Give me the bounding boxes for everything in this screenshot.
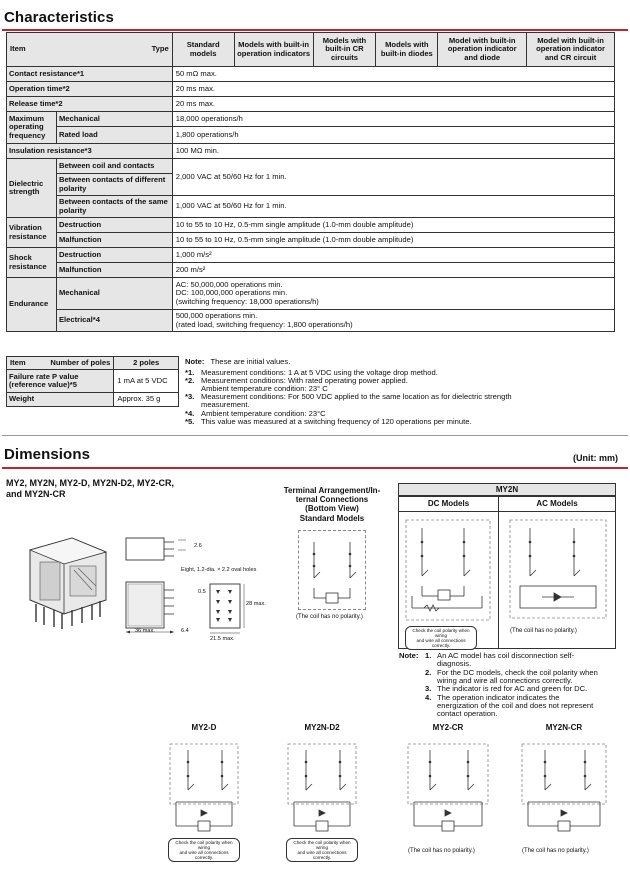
section-divider [2,435,628,436]
relay-photo [20,530,112,630]
row-max-freq-mechanical-value: 18,000 operations/h [172,112,614,127]
row-vibration-label: Vibration resistance [7,218,57,248]
dim-21-5: 21.5 max. [210,636,235,642]
bottom-polarity-l1: Check the coil polarity when wiring [175,840,233,851]
header-col-diodes: Models with built-in diodes [376,33,438,67]
dimensions-title: Dimensions [4,446,91,463]
bottom-diagram-drawing [282,740,362,836]
terminal-standard-diagram [300,532,364,608]
row-max-freq-rated: Rated load [56,127,172,144]
terminal-caption-l4: Standard Models [299,513,365,523]
poles-failure-value: 1 mA at 5 VDC [114,370,179,393]
row-release-time-label: Release time*2 [7,97,173,112]
my2n-ac-coil-no-polarity: (The coil has no polarity.) [510,628,577,634]
row-dielectric-sub3: Between contacts of the same polarity [56,196,172,218]
row-insulation-label: Insulation resistance*3 [7,144,173,159]
note-text: Ambient temperature condition: 23° C [201,384,328,393]
note-mark: *2. [185,376,195,385]
dim-note-line: The operation indicator indicates the [437,693,560,702]
row-dielectric-sub2: Between contacts of different polarity [56,174,172,196]
notes-intro-text: These are initial values. [210,357,291,366]
models-title [6,478,174,501]
my2n-polarity-l1: Check the coil polarity when wiring [412,628,470,639]
bottom-polarity-l1: Check the coil polarity when wiring [293,840,351,851]
poles-weight-value: Approx. 35 g [114,393,179,407]
terminal-caption-l3: (Bottom View) [305,504,359,514]
my2n-polarity-l2: and wire all connections correctly. [416,638,466,649]
bottom-diagram-title: MY2N-CR [545,723,583,732]
poles-item-label: Item [10,358,26,367]
title-rule [2,29,628,31]
dimensions-rule [2,467,628,469]
dim-note-line: An AC model has coil disconnection self- [437,651,575,660]
dim-6-4: 6.4 [181,628,189,634]
my2n-dc-diagram [402,516,494,624]
my2n-dc-polarity-note [405,626,477,650]
header-col-indicator-cr: Model with built-in operation indicator and CR circuit [527,33,615,67]
note-mark: *3. [185,392,195,401]
endurance-mech-line2: DC: 100,000,000 operations min. [175,288,288,298]
dimensions-unit: (Unit: mm) [573,453,618,463]
note-text: This value was measured at a switching frequency of 120 operations per minute. [201,417,472,426]
terminal-caption [276,486,388,523]
row-dielectric-val3: 1,000 VAC at 50/60 Hz for 1 min. [172,196,614,218]
row-shock-malfunction: Malfunction [56,263,172,278]
terminal-caption-l2: ternal Connections [295,495,369,505]
endurance-elec-line1: 500,000 operations min. [175,311,258,320]
row-insulation-value: 100 MΩ min. [172,144,614,159]
bottom-diagram-drawing [516,740,612,836]
bottom-polarity-note [168,838,240,862]
dim-0-5: 0.5 [198,589,206,595]
note-text: Measurement conditions: 1 A at 5 VDC using the voltage drop method. [201,368,438,377]
row-release-time-value: 20 ms max. [172,97,614,112]
row-vibration-destruction: Destruction [56,218,172,233]
row-max-freq-rated-value: 1,800 operations/h [172,127,614,144]
models-title-line2: and MY2N-CR [6,489,66,500]
standard-coil-no-polarity: (The coil has no polarity.) [296,614,363,620]
my2n-divider [498,511,499,649]
row-dielectric-label: Dielectric strength [7,159,57,218]
dim-note-line: wiring and wire all connections correctly. [437,676,573,685]
bottom-diagram-drawing [402,740,494,836]
row-vibration-malfunction-value: 10 to 55 to 10 Hz, 0.5-mm single amplitude (1.0-mm double amplitude) [172,233,614,248]
row-contact-resistance-label: Contact resistance*1 [7,67,173,82]
my2n-ac-models: AC Models [498,496,616,512]
row-endurance-mechanical-value [172,278,614,310]
bottom-diagram-title: MY2N-D2 [304,723,340,732]
row-dielectric-val12: 2,000 VAC at 50/60 Hz for 1 min. [172,159,614,196]
poles-number-label: Number of poles [50,358,111,367]
row-vibration-malfunction: Malfunction [56,233,172,248]
row-vibration-destruction-value: 10 to 55 to 10 Hz, 0.5-mm single amplitude (1.0-mm double amplitude) [172,218,614,233]
row-max-freq-label: Maximum operating frequency [7,112,57,144]
bottom-diagram-drawing [164,740,244,836]
dim-note-line: For the DC models, check the coil polarity when [437,668,598,677]
bottom-polarity-note [286,838,358,862]
note-mark: *1. [185,368,195,377]
row-operation-time-value: 20 ms max. [172,82,614,97]
note-text: measurement. [201,400,250,409]
dim-28: 28 max. [246,601,266,607]
bottom-coil-no-polarity: (The coil has no polarity.) [522,848,589,854]
header-col-standard: Standard models [172,33,234,67]
dim-note-mark: 4. [425,693,432,702]
terminal-caption-l1: Terminal Arrangement/In- [283,486,381,495]
dim-note-line: contact operation. [437,709,498,718]
row-endurance-label: Endurance [7,278,57,332]
header-col-indicators: Models with built-in operation indicators [234,33,313,67]
endurance-elec-line2: (rated load, switching frequency: 1,800 operations/h) [175,319,353,329]
bottom-diagram-title: MY2-D [191,723,217,732]
dim-note-mark: 3. [425,684,432,693]
row-operation-time-label: Operation time*2 [7,82,173,97]
models-title-line1: MY2, MY2N, MY2-D, MY2N-D2, MY2-CR, [6,478,175,488]
dim-2-6: 2.6 [194,543,202,549]
dim-note-mark: 2. [425,668,432,677]
bottom-polarity-l2: and wire all connections correctly. [179,850,229,861]
row-endurance-mechanical: Mechanical [56,278,172,310]
header-item-type [7,33,173,67]
row-endurance-electrical-value [172,310,614,332]
row-shock-destruction: Destruction [56,248,172,263]
my2n-ac-diagram [506,516,610,622]
header-col-cr: Models with built-in CR circuits [313,33,376,67]
notes-intro-label: Note: [185,357,205,366]
row-contact-resistance-value: 50 mΩ max. [172,67,614,82]
row-endurance-electrical: Electrical*4 [56,310,172,332]
row-shock-destruction-value: 1,000 m/s² [172,248,614,263]
poles-header-item [7,357,114,370]
dim-note-line: diagnosis. [437,659,472,668]
row-shock-malfunction-value: 200 m/s² [172,263,614,278]
bottom-diagram-title: MY2-CR [432,723,464,732]
bottom-polarity-l2: and wire all connections correctly. [297,850,347,861]
poles-failure-label: Failure rate P value (reference value)*5 [7,370,114,393]
bottom-coil-no-polarity: (The coil has no polarity.) [408,848,475,854]
header-col-indicator-diode: Model with built-in operation indicator and diode [438,33,527,67]
note-mark: *5. [185,417,195,426]
note-text: Measurement conditions: For 500 VDC applied to the same location as for dielectric strength [201,392,512,401]
my2n-dc-models: DC Models [398,496,499,512]
dim-36: 36 max. [135,628,155,634]
my2n-title: MY2N [398,483,616,496]
row-dielectric-sub1: Between coil and contacts [56,159,172,174]
characteristics-title: Characteristics [4,9,114,26]
row-shock-label: Shock resistance [7,248,57,278]
dim-note-label: Note: [399,651,419,660]
dim-note-line: energization of the coil and does not represent [437,701,594,710]
dim-holes: Eight, 1.2-dia. × 2.2 oval holes [181,567,257,573]
note-text: Measurement conditions: With rated operating power applied. [201,376,408,385]
poles-weight-label: Weight [7,393,114,407]
row-max-freq-mechanical: Mechanical [56,112,172,127]
endurance-mech-line3: (switching frequency: 18,000 operations/h) [175,296,319,306]
endurance-mech-line1: AC: 50,000,000 operations min. [175,279,283,289]
header-item: Item [10,43,26,53]
header-type: Type [151,43,169,53]
dim-note-line: The indicator is red for AC and green for DC. [437,684,588,693]
characteristics-table [6,32,615,332]
note-item [185,418,625,427]
poles-header-2poles: 2 poles [114,357,179,370]
note-text: Ambient temperature condition: 23°C [201,409,326,418]
note-mark: *4. [185,409,195,418]
dim-note-mark: 1. [425,651,432,660]
poles-table [6,356,179,407]
